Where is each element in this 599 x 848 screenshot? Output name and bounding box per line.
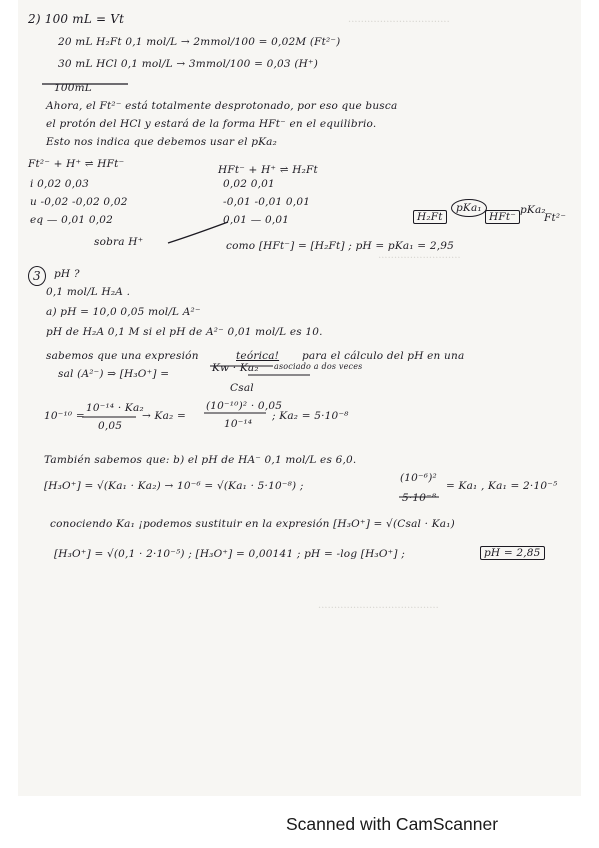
- species-ft: Ft²⁻: [544, 212, 567, 224]
- substitution-statement: conociendo Ka₁ ¡podemos sustituir en la expresión [H₃O⁺] = √(Csal · Ka₁): [50, 518, 455, 530]
- paragraph-line-2: el protón del HCl y estará de la forma HFt⁻ en el equilibrio.: [46, 118, 377, 130]
- line-h2ft: 20 mL H₂Ft 0,1 mol/L → 2mmol/100 = 0,02M (Ft²⁻): [58, 36, 341, 48]
- excess-note: sobra H⁺: [94, 236, 144, 248]
- ice2-row-change: -0,01 -0,01 0,01: [223, 196, 311, 208]
- reaction-1: Ft²⁻ + H⁺ ⇌ HFt⁻: [28, 158, 125, 170]
- eq-ka2-numerator: 10⁻¹⁴ · Ka₂: [86, 402, 144, 414]
- ice-row-equilibrium: eq — 0,01 0,02: [30, 214, 114, 226]
- part-a-data: a) pH = 10,0 0,05 mol/L A²⁻: [46, 306, 201, 318]
- conclusion-pka1: como [HFt⁻] = [H₂Ft] ; pH = pKa₁ = 2,95: [226, 240, 455, 252]
- scanner-watermark: Scanned with CamScanner: [286, 814, 499, 834]
- eq-ka2-solve-denominator: 10⁻¹⁴: [224, 418, 253, 430]
- ice-row-change: u -0,02 -0,02 0,02: [30, 196, 128, 208]
- eq-ka2-left: 10⁻¹⁰ =: [44, 410, 85, 422]
- pka1-circle: pKa₁: [451, 199, 487, 217]
- salt-formula-denominator: Csal: [230, 382, 254, 394]
- eq-ka2-solve: → Ka₂ =: [142, 410, 186, 422]
- bleed-through: ......................................: [318, 600, 439, 611]
- bleed-through: ..........................: [378, 250, 461, 261]
- problem-3-question: pH ?: [54, 268, 80, 280]
- part-a-statement: pH de H₂A 0,1 M si el pH de A²⁻ 0,01 mol/L es 10.: [46, 326, 323, 338]
- theory-line-1a: sabemos que una expresión: [46, 350, 199, 362]
- final-answer-box: pH = 2,85: [480, 546, 545, 560]
- species-hft-box: HFt⁻: [485, 210, 520, 224]
- eq-ka2-denominator: 0,05: [98, 420, 123, 432]
- theory-line-1c: para el cálculo del pH en una: [302, 350, 465, 362]
- final-calculation: [H₃O⁺] = √(0,1 · 2·10⁻⁵) ; [H₃O⁺] = 0,00141 ; pH = -log [H₃O⁺] ;: [54, 548, 405, 560]
- scanned-page: [18, 0, 581, 796]
- pka2-label: pKa₂: [520, 204, 546, 216]
- line-hcl: 30 mL HCl 0,1 mol/L → 3mmol/100 = 0,03 (H⁺): [58, 58, 319, 70]
- salt-formula-numerator: Kw · Ka₂: [212, 362, 259, 374]
- eq-ka1-numerator: (10⁻⁶)²: [400, 472, 437, 484]
- ice2-row-equilibrium: 0,01 — 0,01: [223, 214, 290, 226]
- eq-ka1-left: [H₃O⁺] = √(Ka₁ · Ka₂) → 10⁻⁶ = √(Ka₁ · 5·10⁻⁸) ;: [44, 480, 304, 492]
- problem-2-header: 2) 100 mL = Vt: [28, 12, 125, 26]
- paragraph-line-1: Ahora, el Ft²⁻ está totalmente desprotonado, por eso que busca: [46, 100, 398, 112]
- ice-row-initial: i 0,02 0,03: [30, 178, 89, 190]
- species-h2ft-box: H₂Ft: [413, 210, 447, 224]
- eq-ka2-solve-numerator: (10⁻¹⁰)² · 0,05: [206, 400, 283, 412]
- ice2-row-initial: 0,02 0,01: [223, 178, 275, 190]
- salt-formula: sal (A²⁻) ⇒ [H₃O⁺] =: [58, 368, 170, 380]
- eq-ka2-result: ; Ka₂ = 5·10⁻⁸: [272, 410, 349, 422]
- eq-ka1-result: = Ka₁ , Ka₁ = 2·10⁻⁵: [446, 480, 558, 492]
- bleed-through: ................................: [348, 14, 450, 25]
- theory-line-1b: teórica!: [236, 350, 280, 362]
- paragraph-line-3: Esto nos indica que debemos usar el pKa₂: [46, 136, 278, 148]
- line-total-volume: 100mL: [54, 82, 92, 94]
- reaction-2: HFt⁻ + H⁺ ⇌ H₂Ft: [218, 164, 318, 176]
- problem-3-concentration: 0,1 mol/L H₂A .: [46, 286, 131, 298]
- salt-formula-note: asociado a dos veces: [274, 362, 363, 371]
- problem-3-number: 3: [28, 266, 46, 286]
- eq-ka1-denominator: 5·10⁻⁸: [402, 492, 437, 504]
- part-b-statement: También sabemos que: b) el pH de HA⁻ 0,1 mol/L es 6,0.: [44, 454, 357, 466]
